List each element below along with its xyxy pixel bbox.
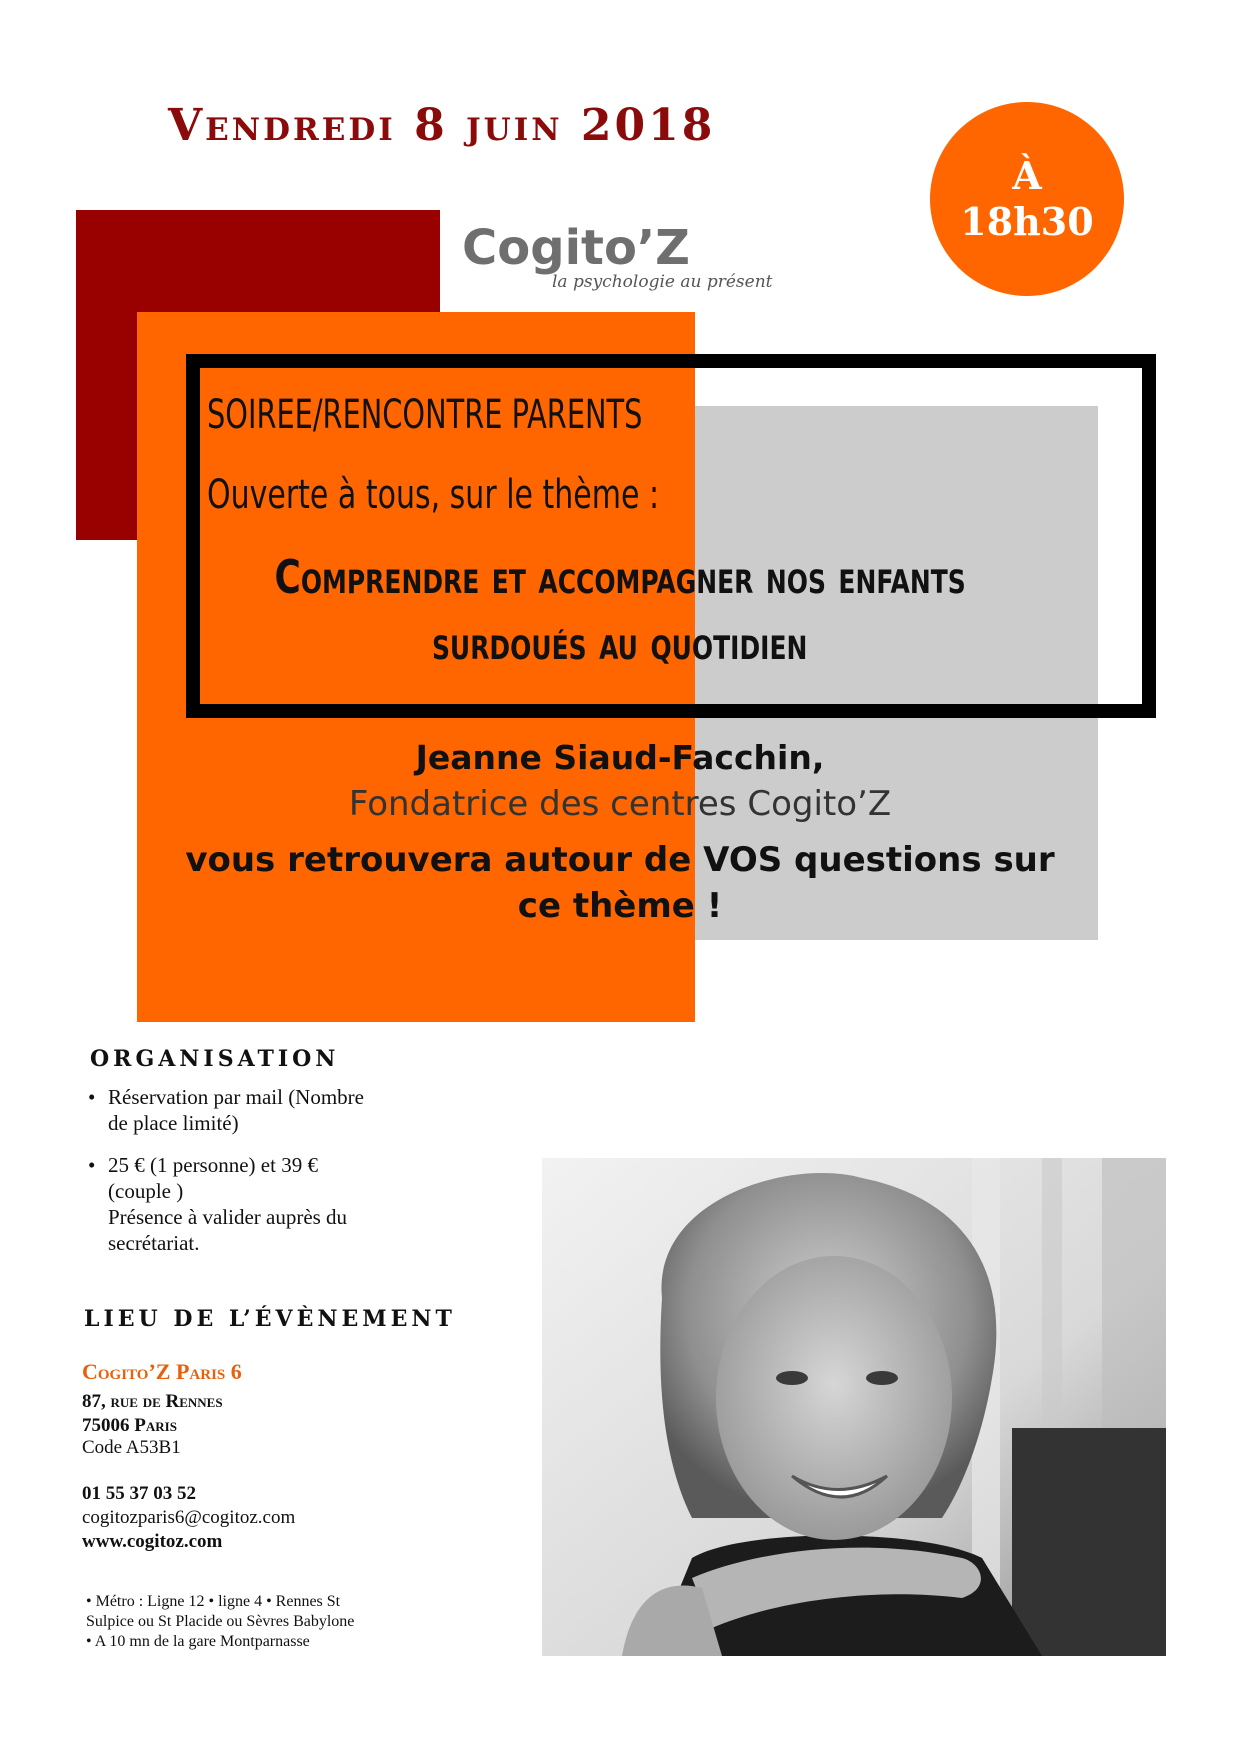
event-title: SOIREE/RENCONTRE PARENTS [207,392,643,438]
transport-line-3: • A 10 mn de la gare Montparnasse [86,1633,310,1650]
event-time-badge [930,102,1124,296]
venue-door-code: Code A53B1 [82,1437,181,1458]
theme-line-2-text: surdoués au quotidien [432,616,808,670]
organisation-heading: ORGANISATION [90,1046,340,1072]
event-date: Vendredi 8 juin 2018 [168,100,716,151]
bullet-icon: • [88,1153,96,1177]
logo-tagline: la psychologie au présent [552,272,773,292]
event-subtitle: Ouverte à tous, sur le thème : [207,472,660,518]
list-item-line: Réservation par mail (Nombre [108,1085,364,1109]
theme-line-1-text: Comprendre et accompagner nos enfants [274,550,966,604]
speaker-text-line-2: ce thème ! [517,886,723,926]
list-item [86,1152,446,1256]
transport-line-1: • Métro : Ligne 12 • ligne 4 • Rennes St [86,1593,341,1610]
venue-website: www.cogitoz.com [82,1531,223,1552]
list-item-line: de place limité) [108,1111,239,1135]
transport-line-2: Sulpice ou St Placide ou Sèvres Babylone [86,1613,355,1630]
venue-street: 87, rue de Rennes [82,1391,223,1412]
organisation-list [86,1084,446,1272]
list-item [86,1084,446,1136]
transport-info [86,1592,446,1652]
venue-name: Cogito’Z Paris 6 [82,1359,242,1384]
list-item-line: 25 € (1 personne) et 39 € [108,1153,318,1177]
list-item-line: (couple ) [108,1179,184,1203]
speaker-role: Fondatrice des centres Cogito’Z [348,784,892,824]
venue-city: 75006 Paris [82,1415,177,1436]
time-prefix: À [1012,153,1042,198]
venue-phone: 01 55 37 03 52 [82,1483,196,1504]
bullet-icon: • [88,1085,96,1109]
speaker-name: Jeanne Siaud-Facchin, [415,738,825,777]
event-time: 18h30 [960,199,1094,244]
logo-name: Cogito’Z [462,220,690,276]
location-heading: LIEU DE L’ÉVÈNEMENT [84,1306,456,1332]
speaker-text-line-1: vous retrouvera autour de VOS questions sur [185,840,1055,880]
list-item-line: secrétariat. [108,1231,200,1255]
event-theme-line-2 [0,616,1240,670]
cogitoz-logo [462,220,773,300]
venue-email: cogitozparis6@cogitoz.com [82,1507,296,1528]
list-item-line: Présence à valider auprès du [108,1205,348,1229]
speaker-portrait-photo [542,1158,1166,1656]
event-theme-line-1 [0,550,1240,604]
